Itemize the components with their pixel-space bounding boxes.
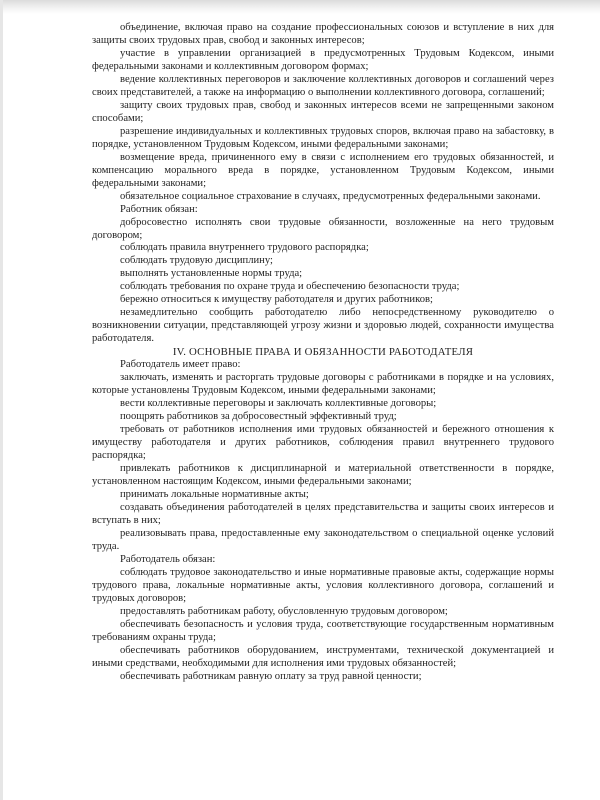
- paragraph: реализовывать права, предоставленные ему законодательством о специальной оценке условий труда.: [92, 528, 554, 552]
- paragraph: создавать объединения работодателей в целях представительства и защиты своих интересов и вступать в них;: [92, 502, 554, 527]
- paragraph: привлекать работников к дисциплинарной и материальной ответственности в порядке, установленном настоящим Кодексом, иными федеральными законами;: [92, 463, 554, 488]
- paragraph: защиту своих трудовых прав, свобод и законных интересов всеми не запрещенными законом способами;: [92, 99, 554, 124]
- paragraph: соблюдать правила внутреннего трудового распорядка;: [120, 242, 369, 254]
- paragraph: ведение коллективных переговоров и заключение коллективных договоров и соглашений через своих представителей, а также на информацию о выполнении коллективного договора, соглашений;: [92, 73, 554, 98]
- paragraph: соблюдать трудовое законодательство и иные нормативные правовые акты, содержащие нормы трудового права, локальные нормативные акты, условия коллективного договора, соглашений и трудовых договоров;: [92, 566, 554, 604]
- document-body: [92, 22, 554, 792]
- scan-top-edge: [0, 0, 600, 14]
- paragraph: бережно относиться к имуществу работодателя и других работников;: [120, 294, 433, 306]
- paragraph: разрешение индивидуальных и коллективных трудовых споров, включая право на забастовку, в порядке, установленном Трудовым Кодексом, иными федеральными законами;: [92, 125, 554, 150]
- section-title: IV. ОСНОВНЫЕ ПРАВА И ОБЯЗАННОСТИ РАБОТОДАТЕЛЯ: [172, 346, 474, 359]
- paragraph: предоставлять работникам работу, обусловленную трудовым договором;: [120, 605, 448, 617]
- paragraph: поощрять работников за добросовестный эффективный труд;: [120, 411, 397, 423]
- paragraph: требовать от работников исполнения ими трудовых обязанностей и бережного отношения к имуществу работодателя и других работников, соблюдения правил внутреннего трудового распорядка;: [92, 424, 554, 462]
- paragraph: участие в управлении организацией в предусмотренных Трудовым Кодексом, иными федеральными законами и коллективным договором формах;: [92, 47, 554, 72]
- paragraph: принимать локальные нормативные акты;: [120, 489, 309, 501]
- paragraph: вести коллективные переговоры и заключать коллективные договоры;: [120, 398, 437, 410]
- paragraph: объединение, включая право на создание профессиональных союзов и вступление в них для защиты своих трудовых прав, свобод и законных интересов;: [92, 22, 554, 46]
- paragraph: обеспечивать работникам равную оплату за труд равной ценности;: [120, 670, 422, 682]
- employee-duties-heading: Работник обязан:: [120, 203, 198, 215]
- paragraph: незамедлительно сообщить работодателю либо непосредственному руководителю о возникновении ситуации, представляющей угрозу жизни и здоровью людей, сохранности имущества работодателя.: [92, 307, 554, 345]
- paragraph: соблюдать требования по охране труда и обеспечению безопасности труда;: [120, 281, 460, 293]
- scan-left-edge: [0, 0, 3, 800]
- paragraph: добросовестно исполнять свои трудовые обязанности, возложенные на него трудовым договором;: [92, 216, 554, 241]
- paragraph: заключать, изменять и расторгать трудовые договоры с работниками в порядке и на условиях, которые установлены Трудовым Кодексом, иными федеральными законами;: [92, 372, 554, 397]
- paragraph: соблюдать трудовую дисциплину;: [120, 255, 273, 267]
- employer-rights-heading: Работодатель имеет право:: [120, 359, 241, 371]
- paragraph: обеспечивать работников оборудованием, инструментами, технической документацией и иными средствами, необходимыми для исполнения ими трудовых обязанностей;: [92, 644, 554, 669]
- paragraph: обеспечивать безопасность и условия труда, соответствующие государственным нормативным требованиям охраны труда;: [92, 618, 554, 643]
- paragraph: выполнять установленные нормы труда;: [120, 268, 303, 280]
- employer-duties-heading: Работодатель обязан:: [120, 553, 216, 565]
- paragraph: возмещение вреда, причиненного ему в связи с исполнением его трудовых обязанностей, и компенсацию морального вреда в порядке, установленном Трудовым Кодексом, иными федеральными законами;: [92, 151, 554, 189]
- paragraph: обязательное социальное страхование в случаях, предусмотренных федеральными законами.: [120, 190, 541, 202]
